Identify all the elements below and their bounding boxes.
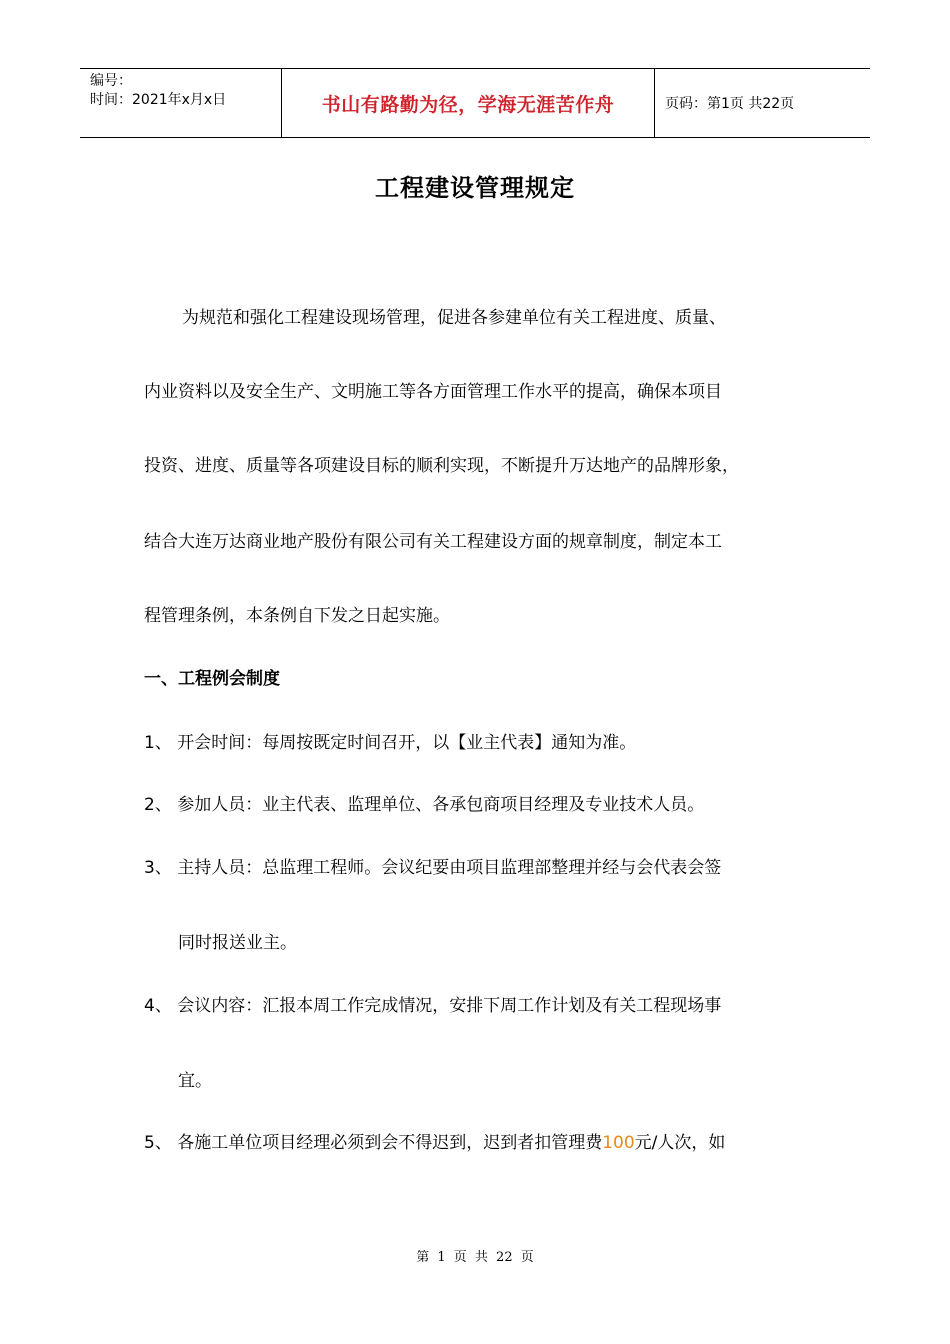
section-heading: 一、工程例会制度 [144,669,280,689]
list-item-5-text: 5、 各施工单位项目经理必须到会不得迟到，迟到者扣管理费 [144,1133,603,1153]
document-number-label: 编号： [90,73,132,89]
document-header [80,68,870,138]
list-item-1: 1、 开会时间：每周按既定时间召开，以【业主代表】通知为准。 [144,733,637,753]
document-title: 工程建设管理规定 [375,174,575,202]
list-item-2: 2、 参加人员：业主代表、监理单位、各承包商项目经理及专业技术人员。 [144,795,705,815]
header-motto: 书山有路勤为径，学海无涯苦作舟 [281,69,655,137]
page-footer: 第 1 页 共 22 页 [416,1250,534,1265]
list-item-3: 3、 主持人员：总监理工程师。会议纪要由项目监理部整理并经与会代表会签 [144,858,722,878]
intro-line: 结合大连万达商业地产股份有限公司有关工程建设方面的规章制度，制定本工 [144,532,722,552]
list-item-5-text-end: 元/人次，如 [634,1133,726,1153]
list-item-4-continuation: 宜。 [178,1071,212,1091]
list-item-3-continuation: 同时报送业主。 [178,933,297,953]
list-item-5 [144,1131,725,1155]
intro-line: 内业资料以及安全生产、文明施工等各方面管理工作水平的提高，确保本项目 [144,382,722,402]
header-meta [80,69,281,137]
intro-line: 程管理条例，本条例自下发之日起实施。 [144,606,450,626]
intro-line: 为规范和强化工程建设现场管理，促进各参建单位有关工程进度、质量、 [182,308,726,328]
document-date-label: 时间：2021年x月x日 [90,92,227,108]
list-item-4: 4、 会议内容：汇报本周工作完成情况，安排下周工作计划及有关工程现场事 [144,996,722,1016]
intro-line: 投资、进度、质量等各项建设目标的顺利实现，不断提升万达地产的品牌形象， [144,456,739,476]
header-page-info: 页码：第1页 共22页 [665,96,795,112]
fee-amount: 100 [602,1133,635,1153]
